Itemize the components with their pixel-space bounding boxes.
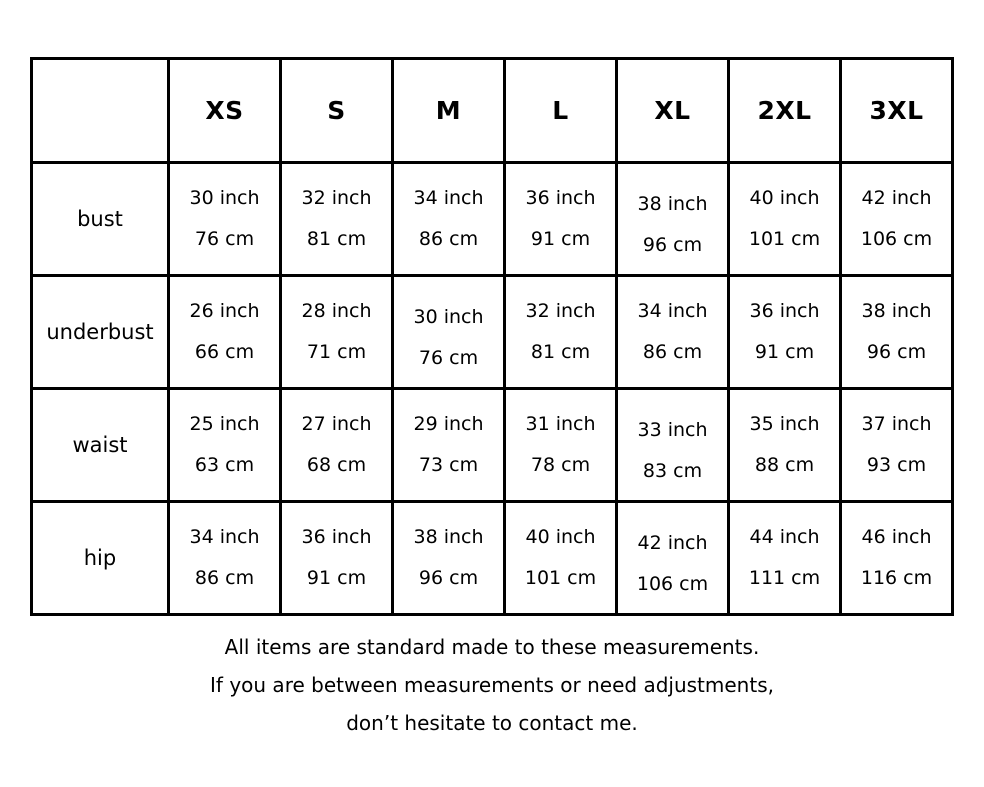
measure-inches: 38 inch <box>637 193 708 215</box>
measure-inches: 28 inch <box>301 300 372 322</box>
measure-cm: 96 cm <box>866 341 927 363</box>
measure-inches: 38 inch <box>413 526 484 548</box>
measure-inches: 35 inch <box>749 413 820 435</box>
measure-cm: 86 cm <box>418 228 479 250</box>
measure-cm: 83 cm <box>642 460 703 482</box>
measure-inches: 36 inch <box>525 187 596 209</box>
header-size-xl: XL <box>617 59 729 163</box>
cell-underbust-3xl <box>841 276 953 389</box>
cell-underbust-s <box>281 276 393 389</box>
measure-cm: 81 cm <box>306 228 367 250</box>
measure-cm: 116 cm <box>860 567 933 589</box>
header-size-l: L <box>505 59 617 163</box>
measure-cm: 76 cm <box>194 228 255 250</box>
measure-inches: 27 inch <box>301 413 372 435</box>
row-label-hip: hip <box>32 502 169 615</box>
measure-cm: 68 cm <box>306 454 367 476</box>
note-line-3: don’t hesitate to contact me. <box>346 711 638 735</box>
measure-inches: 34 inch <box>637 300 708 322</box>
measure-cm: 78 cm <box>530 454 591 476</box>
cell-bust-2xl <box>729 163 841 276</box>
measure-inches: 36 inch <box>749 300 820 322</box>
measure-inches: 42 inch <box>637 532 708 554</box>
measure-inches: 33 inch <box>637 419 708 441</box>
cell-hip-2xl <box>729 502 841 615</box>
measure-inches: 32 inch <box>301 187 372 209</box>
header-size-s: S <box>281 59 393 163</box>
table-row <box>32 276 953 389</box>
cell-underbust-xl <box>617 276 729 389</box>
measure-cm: 86 cm <box>642 341 703 363</box>
size-chart-table <box>30 57 954 616</box>
cell-underbust-m <box>393 276 505 389</box>
cell-bust-l <box>505 163 617 276</box>
measure-cm: 86 cm <box>194 567 255 589</box>
measure-inches: 26 inch <box>189 300 260 322</box>
measure-inches: 42 inch <box>861 187 932 209</box>
measure-cm: 101 cm <box>748 228 821 250</box>
measure-cm: 81 cm <box>530 341 591 363</box>
measure-inches: 40 inch <box>525 526 596 548</box>
row-label-bust: bust <box>32 163 169 276</box>
cell-waist-s <box>281 389 393 502</box>
cell-bust-s <box>281 163 393 276</box>
note-line-1: All items are standard made to these measurements. <box>224 635 760 659</box>
cell-underbust-l <box>505 276 617 389</box>
measure-cm: 73 cm <box>418 454 479 476</box>
measure-inches: 32 inch <box>525 300 596 322</box>
cell-hip-xs <box>169 502 281 615</box>
header-size-3xl: 3XL <box>841 59 953 163</box>
cell-bust-3xl <box>841 163 953 276</box>
cell-bust-xs <box>169 163 281 276</box>
size-chart-table-wrapper <box>30 57 954 616</box>
cell-underbust-2xl <box>729 276 841 389</box>
cell-hip-3xl <box>841 502 953 615</box>
row-label-waist: waist <box>32 389 169 502</box>
cell-underbust-xs <box>169 276 281 389</box>
measure-cm: 96 cm <box>418 567 479 589</box>
measure-cm: 88 cm <box>754 454 815 476</box>
measure-cm: 76 cm <box>418 347 479 369</box>
header-corner-cell <box>32 59 169 163</box>
header-size-2xl: 2XL <box>729 59 841 163</box>
measure-cm: 111 cm <box>748 567 821 589</box>
cell-hip-l <box>505 502 617 615</box>
measure-inches: 34 inch <box>189 526 260 548</box>
cell-bust-xl <box>617 163 729 276</box>
row-label-underbust: underbust <box>32 276 169 389</box>
measure-cm: 93 cm <box>866 454 927 476</box>
measure-cm: 101 cm <box>524 567 597 589</box>
measure-cm: 106 cm <box>636 573 709 595</box>
table-row <box>32 502 953 615</box>
cell-waist-2xl <box>729 389 841 502</box>
measure-inches: 37 inch <box>861 413 932 435</box>
measure-cm: 66 cm <box>194 341 255 363</box>
measure-inches: 44 inch <box>749 526 820 548</box>
table-row <box>32 389 953 502</box>
measure-inches: 30 inch <box>413 306 484 328</box>
cell-hip-m <box>393 502 505 615</box>
cell-waist-xs <box>169 389 281 502</box>
cell-bust-m <box>393 163 505 276</box>
cell-waist-xl <box>617 389 729 502</box>
table-body <box>32 163 953 615</box>
measure-inches: 38 inch <box>861 300 932 322</box>
measure-inches: 34 inch <box>413 187 484 209</box>
measure-cm: 91 cm <box>530 228 591 250</box>
measure-cm: 91 cm <box>306 567 367 589</box>
table-header <box>32 59 953 163</box>
measure-inches: 29 inch <box>413 413 484 435</box>
notes-section <box>0 628 984 742</box>
measure-inches: 40 inch <box>749 187 820 209</box>
cell-waist-l <box>505 389 617 502</box>
measure-inches: 36 inch <box>301 526 372 548</box>
measure-inches: 46 inch <box>861 526 932 548</box>
measure-inches: 31 inch <box>525 413 596 435</box>
note-line-2: If you are between measurements or need adjustments, <box>210 673 774 697</box>
measure-cm: 71 cm <box>306 341 367 363</box>
header-size-xs: XS <box>169 59 281 163</box>
measure-cm: 106 cm <box>860 228 933 250</box>
cell-hip-xl <box>617 502 729 615</box>
measure-inches: 25 inch <box>189 413 260 435</box>
header-row <box>32 59 953 163</box>
measure-cm: 96 cm <box>642 234 703 256</box>
cell-waist-m <box>393 389 505 502</box>
measure-inches: 30 inch <box>189 187 260 209</box>
measure-cm: 63 cm <box>194 454 255 476</box>
cell-waist-3xl <box>841 389 953 502</box>
measure-cm: 91 cm <box>754 341 815 363</box>
header-size-m: M <box>393 59 505 163</box>
table-row <box>32 163 953 276</box>
cell-hip-s <box>281 502 393 615</box>
